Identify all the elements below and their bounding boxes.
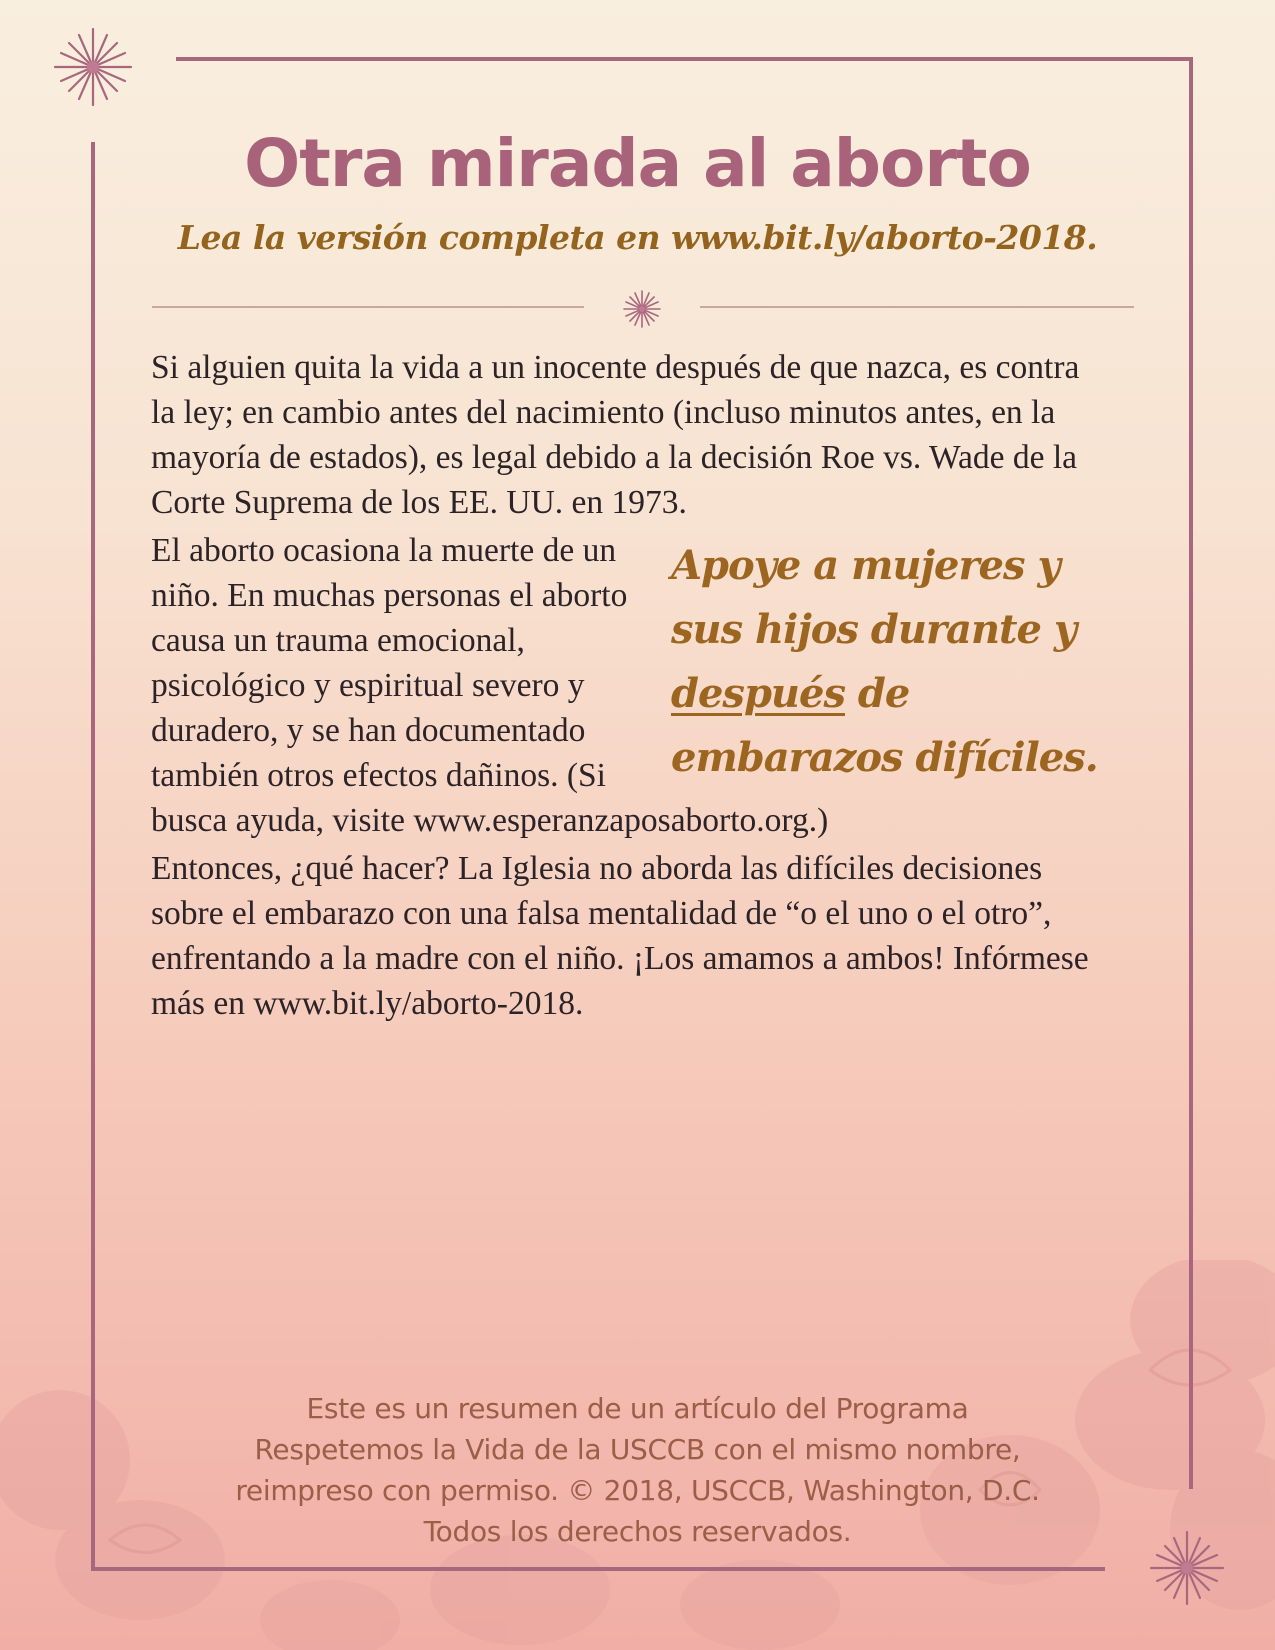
frame-left-border [91, 142, 95, 1571]
footer-line: Respetemos la Vida de la USCCB con el mismo nombre, [254, 1433, 1021, 1466]
pull-quote-emphasis: después [671, 670, 845, 717]
divider-right [700, 306, 1134, 308]
frame-bottom-border [91, 1567, 1105, 1571]
divider-star-icon [622, 289, 662, 329]
footer-line: reimpreso con permiso. © 2018, USCCB, Washington, D.C. [235, 1474, 1040, 1507]
article-body [151, 345, 1111, 1029]
divider-left [152, 306, 584, 308]
sparkle-star-icon [1147, 1528, 1227, 1608]
footer-line: Todos los derechos reservados. [423, 1515, 852, 1548]
sparkle-star-icon [50, 24, 136, 110]
frame-top-border [176, 57, 1193, 61]
pull-quote-end: de embarazos difíciles. [671, 670, 1098, 781]
copyright-footer [150, 1388, 1125, 1552]
pull-quote [671, 534, 1111, 790]
page-title: Otra mirada al aborto [244, 125, 1031, 202]
pull-quote-start: Apoye a mujeres y sus hijos durante y [671, 542, 1077, 653]
paragraph-roe-v-wade: Si alguien quita la vida a un inocente después de que nazca, es contra la ley; en cambio antes del nacimiento (incluso minutos antes, en la mayoría de estados), es legal debido a la decisión Roe vs. Wade de la Corte Suprema de los EE. UU. en 1973. [151, 349, 1080, 521]
subtitle-link-text: Lea la versión completa en www.bit.ly/aborto-2018. [177, 218, 1098, 257]
frame-right-border [1189, 57, 1193, 1489]
paragraph-abortion-effects: El aborto ocasiona la muerte de un niño. En muchas personas el aborto causa un trauma emocional, psicológico y espiritual severo y duradero, y se han documentado también otros efectos dañinos. (Si busca ayuda, visite www.esperanzaposaborto.org.) [151, 532, 829, 839]
paragraph-what-to-do: Entonces, ¿qué hacer? La Iglesia no aborda las difíciles decisiones sobre el embarazo con una falsa mentalidad de “o el uno o el otro”, enfrentando a la madre con el niño. ¡Los amamos a ambos! Infórmese más en www.bit.ly/aborto-2018. [151, 850, 1089, 1022]
footer-line: Este es un resumen de un artículo del Programa [306, 1392, 969, 1425]
